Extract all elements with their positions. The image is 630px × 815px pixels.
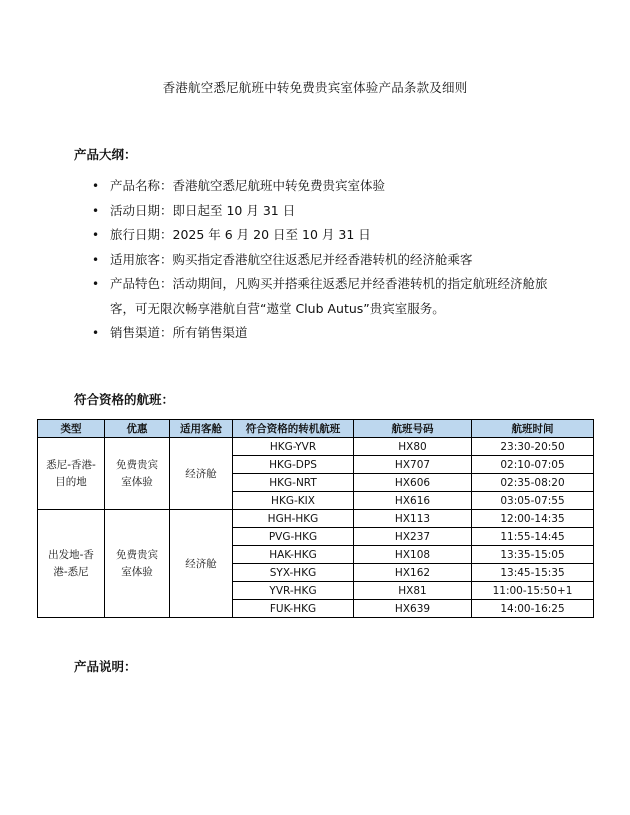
- flight-no-cell: HX108: [354, 546, 472, 564]
- document-title: 香港航空悉尼航班中转免费贵宾室体验产品条款及细则: [162, 80, 468, 95]
- outline-item-features: • 产品特色：活动期间，凡购买并搭乘往返悉尼并经香港转机的指定航班经济舱旅客，可无限次畅享港航自营“遨堂 Club Autus”贵宾室服务。: [92, 272, 562, 321]
- outline-heading: 产品大纲：: [74, 147, 137, 162]
- group-offer-cell: [105, 438, 170, 510]
- time-cell: 14:00-16:25: [472, 600, 594, 618]
- flight-no-cell: HX162: [354, 564, 472, 582]
- outline-item-travel-dates: • 旅行日期：2025 年 6 月 20 日至 10 月 31 日: [92, 223, 562, 248]
- outline-item-promo-dates: • 活动日期：即日起至 10 月 31 日: [92, 199, 562, 224]
- group-type-cell: [38, 510, 105, 618]
- flight-no-cell: HX113: [354, 510, 472, 528]
- group-offer-text: 免费贵宾室体验: [116, 458, 158, 488]
- table-row: [38, 510, 594, 528]
- time-cell: 03:05-07:55: [472, 492, 594, 510]
- col-header-offer: 优惠: [105, 420, 170, 438]
- route-cell: HGH-HKG: [233, 510, 354, 528]
- group-cabin-cell: 经济舱: [170, 510, 233, 618]
- outline-item-eligible-passengers: • 适用旅客：购买指定香港航空往返悉尼并经香港转机的经济舱乘客: [92, 248, 562, 273]
- flight-no-cell: HX81: [354, 582, 472, 600]
- flight-no-cell: HX639: [354, 600, 472, 618]
- col-header-cabin: 适用客舱: [170, 420, 233, 438]
- time-cell: 13:45-15:35: [472, 564, 594, 582]
- route-cell: YVR-HKG: [233, 582, 354, 600]
- eligible-flights-table: [37, 419, 594, 618]
- time-cell: 11:00-15:50+1: [472, 582, 594, 600]
- group-type-text: 悉尼-香港-目的地: [46, 458, 96, 488]
- table-row: [38, 438, 594, 456]
- time-cell: 02:10-07:05: [472, 456, 594, 474]
- col-header-type: 类型: [38, 420, 105, 438]
- group-offer-text: 免费贵宾室体验: [116, 548, 158, 578]
- outline-item-product-name: • 产品名称：香港航空悉尼航班中转免费贵宾室体验: [92, 174, 562, 199]
- outline-list: [92, 174, 562, 346]
- flight-no-cell: HX237: [354, 528, 472, 546]
- group-type-text: 出发地-香港-悉尼: [48, 548, 94, 578]
- route-cell: HKG-DPS: [233, 456, 354, 474]
- group-offer-cell: [105, 510, 170, 618]
- route-cell: FUK-HKG: [233, 600, 354, 618]
- time-cell: 13:35-15:05: [472, 546, 594, 564]
- time-cell: 12:00-14:35: [472, 510, 594, 528]
- route-cell: HAK-HKG: [233, 546, 354, 564]
- flights-heading: 符合资格的航班：: [74, 392, 175, 407]
- route-cell: SYX-HKG: [233, 564, 354, 582]
- group-type-cell: [38, 438, 105, 510]
- time-cell: 23:30-20:50: [472, 438, 594, 456]
- col-header-flight-no: 航班号码: [354, 420, 472, 438]
- col-header-route: 符合资格的转机航班: [233, 420, 354, 438]
- time-cell: 02:35-08:20: [472, 474, 594, 492]
- table-header-row: [38, 420, 594, 438]
- route-cell: HKG-NRT: [233, 474, 354, 492]
- flight-no-cell: HX606: [354, 474, 472, 492]
- col-header-time: 航班时间: [472, 420, 594, 438]
- flight-no-cell: HX707: [354, 456, 472, 474]
- route-cell: PVG-HKG: [233, 528, 354, 546]
- description-heading: 产品说明：: [74, 659, 137, 674]
- flight-no-cell: HX80: [354, 438, 472, 456]
- time-cell: 11:55-14:45: [472, 528, 594, 546]
- outline-item-sales-channels: • 销售渠道：所有销售渠道: [92, 321, 562, 346]
- group-cabin-cell: 经济舱: [170, 438, 233, 510]
- flight-no-cell: HX616: [354, 492, 472, 510]
- route-cell: HKG-KIX: [233, 492, 354, 510]
- route-cell: HKG-YVR: [233, 438, 354, 456]
